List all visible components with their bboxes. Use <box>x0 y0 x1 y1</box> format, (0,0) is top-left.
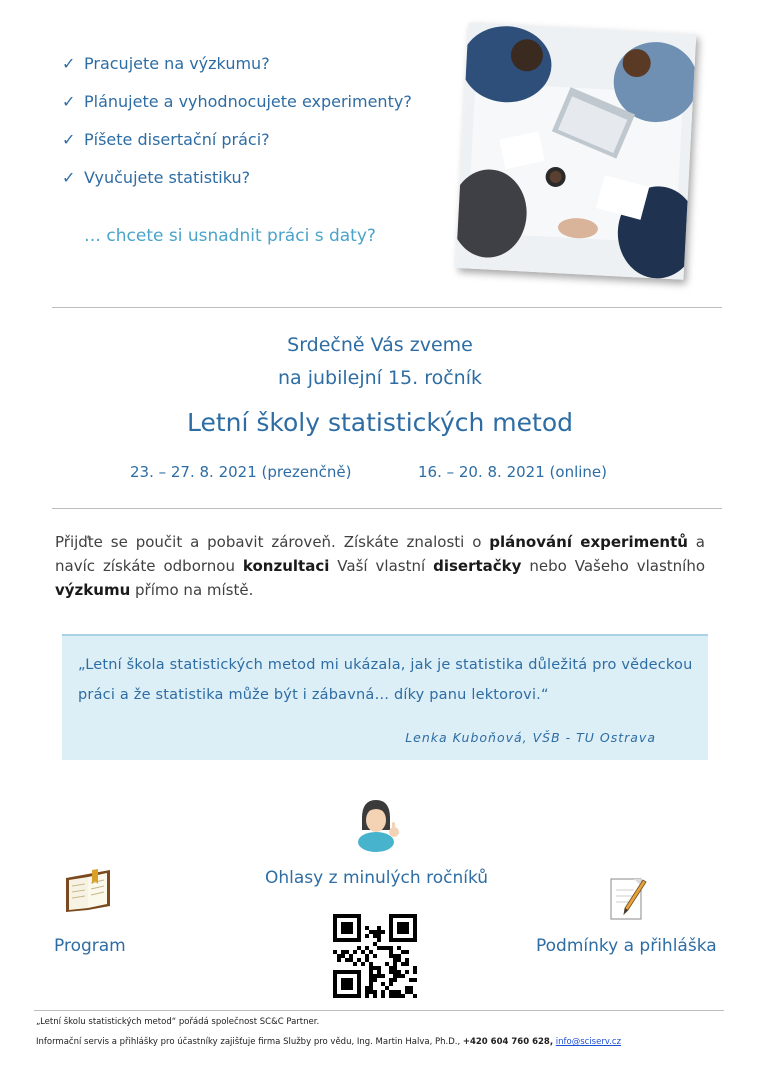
footer-contact <box>36 1037 621 1047</box>
footer-organizer: „Letní školu statistických metod“ pořádá společnost SC&C Partner. <box>36 1017 320 1027</box>
footer-phone: +420 604 760 628, <box>462 1037 554 1047</box>
checkmark-icon: ✓ <box>62 53 76 73</box>
checkmark-icon: ✓ <box>62 167 76 187</box>
book-icon[interactable] <box>62 866 114 920</box>
tagline-question: … chcete si usnadnit práci s daty? <box>84 226 376 246</box>
checklist-item <box>62 44 462 82</box>
intro-text: a navíc získáte odbornou <box>55 533 705 575</box>
divider <box>52 508 722 509</box>
meeting-photo-illustration <box>456 22 697 280</box>
program-link[interactable]: Program <box>54 936 126 956</box>
checklist-text: Pracujete na výzkumu? <box>84 53 270 73</box>
checklist-text: Vyučujete statistiku? <box>84 167 251 187</box>
event-title: Letní školy statistických metod <box>186 408 574 437</box>
pencil-paper-icon[interactable] <box>608 876 650 926</box>
intro-emphasis: konzultaci <box>242 557 330 575</box>
intro-paragraph <box>55 530 705 602</box>
checklist-text: Píšete disertační práci? <box>84 129 270 149</box>
intro-emphasis: disertačky <box>433 557 522 575</box>
checklist-item <box>62 158 462 196</box>
intro-emphasis: plánování experimentů <box>489 533 688 551</box>
invite-line-2: na jubilejní 15. ročník <box>277 367 483 389</box>
testimonial-box <box>62 634 708 760</box>
invite-line-1: Srdečně Vás zveme <box>287 334 473 356</box>
checklist <box>62 44 462 196</box>
date-onsite: 23. – 27. 8. 2021 (prezenčně) <box>130 463 352 481</box>
footer-divider <box>34 1010 724 1011</box>
meeting-photo <box>456 22 697 280</box>
checklist-text: Plánujete a vyhodnocujete experimenty? <box>84 91 412 111</box>
feedback-link[interactable]: Ohlasy z minulých ročníků <box>265 868 489 888</box>
checklist-item <box>62 82 462 120</box>
divider <box>52 307 722 308</box>
conditions-registration-link[interactable]: Podmínky a přihláška <box>536 936 717 956</box>
person-icon[interactable] <box>354 796 402 856</box>
intro-text: Přijďte se poučit a pobavit zároveň. Získáte znalosti o <box>55 533 490 551</box>
qr-code-icon[interactable] <box>333 914 417 1002</box>
checkmark-icon: ✓ <box>62 91 76 111</box>
intro-text: Vaší vlastní <box>329 557 434 575</box>
checklist-item <box>62 120 462 158</box>
intro-text: nebo Vašeho vlastního <box>521 557 706 575</box>
intro-text: přímo na místě. <box>130 581 254 599</box>
testimonial-author: Lenka Kuboňová, VŠB - TU Ostrava <box>405 730 656 745</box>
checkmark-icon: ✓ <box>62 129 76 149</box>
footer-email-link[interactable]: info@sciserv.cz <box>555 1037 622 1047</box>
testimonial-text: „Letní škola statistických metod mi ukázala, jak je statistika důležitá pro vědeckou práci a že statistika může být i zábavná… díky panu lektorovi.“ <box>78 657 693 703</box>
footer-contact-text: Informační servis a přihlášky pro účastníky zajišťuje firma Služby pro vědu, Ing. Martin Halva, Ph.D., <box>36 1037 463 1047</box>
intro-emphasis: výzkumu <box>55 581 131 599</box>
date-online: 16. – 20. 8. 2021 (online) <box>418 463 607 481</box>
